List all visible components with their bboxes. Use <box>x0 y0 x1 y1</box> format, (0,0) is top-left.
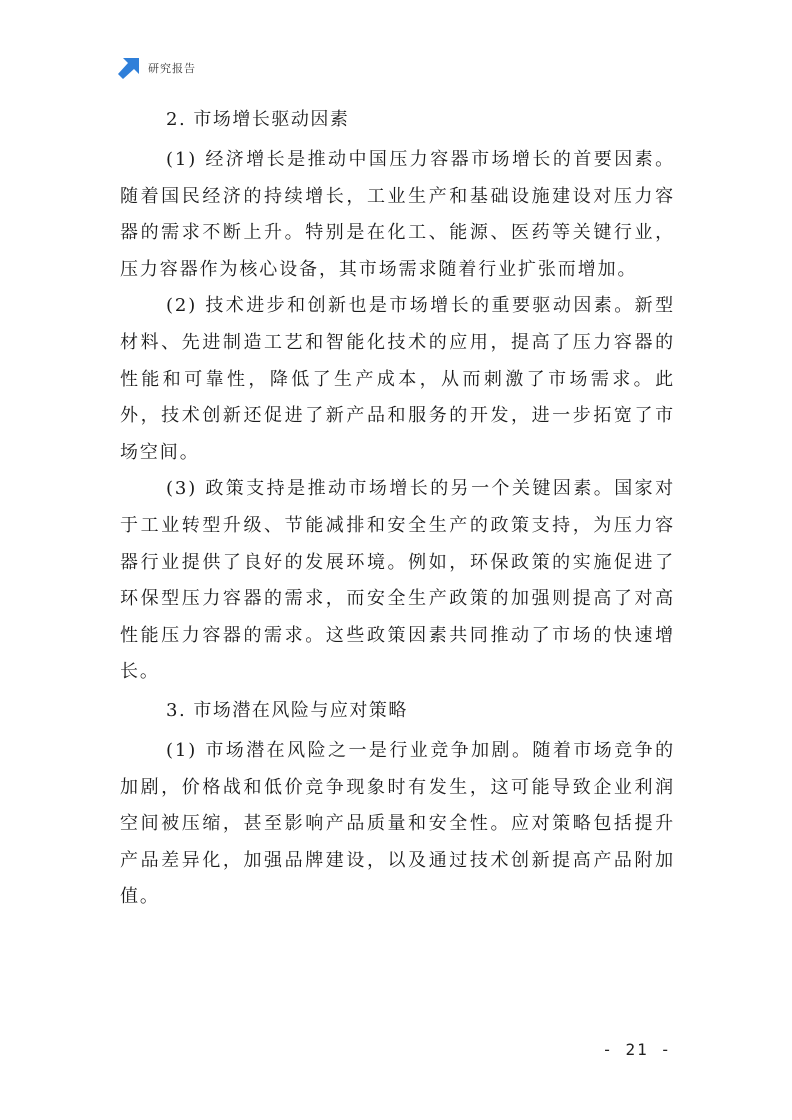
paragraph: (3) 政策支持是推动市场增长的另一个关键因素。国家对于工业转型升级、节能减排和安全生产的政策支持，为压力容器行业提供了良好的发展环境。例如，环保政策的实施促进了环保型压力容器的需求，而安全生产政策的加强则提高了对高性能压力容器的需求。这些政策因素共同推动了市场的快速增长。 <box>120 478 675 683</box>
paragraph: (2) 技术进步和创新也是市场增长的重要驱动因素。新型材料、先进制造工艺和智能化技术的应用，提高了压力容器的性能和可靠性，降低了生产成本，从而刺激了市场需求。此外，技术创新还促进了新产品和服务的开发，进一步拓宽了市场空间。 <box>120 295 675 463</box>
section-heading-3: 3. 市场潜在风险与应对策略 <box>166 699 408 721</box>
paragraph: (1) 市场潜在风险之一是行业竞争加剧。随着市场竞争的加剧，价格战和低价竞争现象时有发生，这可能导致企业利润空间被压缩，甚至影响产品质量和安全性。应对策略包括提升产品差异化，加强品牌建设，以及通过技术创新提高产品附加值。 <box>120 739 675 908</box>
page-header <box>118 56 196 80</box>
section-heading-2: 2. 市场增长驱动因素 <box>166 109 350 130</box>
arrow-up-right-icon <box>118 57 140 79</box>
header-title: 研究报告 <box>148 62 196 75</box>
page-number: - 21 - <box>602 1040 672 1059</box>
paragraph: (1) 经济增长是推动中国压力容器市场增长的首要因素。随着国民经济的持续增长，工业生产和基础设施建设对压力容器的需求不断上升。特别是在化工、能源、医药等关键行业，压力容器作为核心设备，其市场需求随着行业扩张而增加。 <box>120 149 675 280</box>
document-body <box>120 102 675 916</box>
